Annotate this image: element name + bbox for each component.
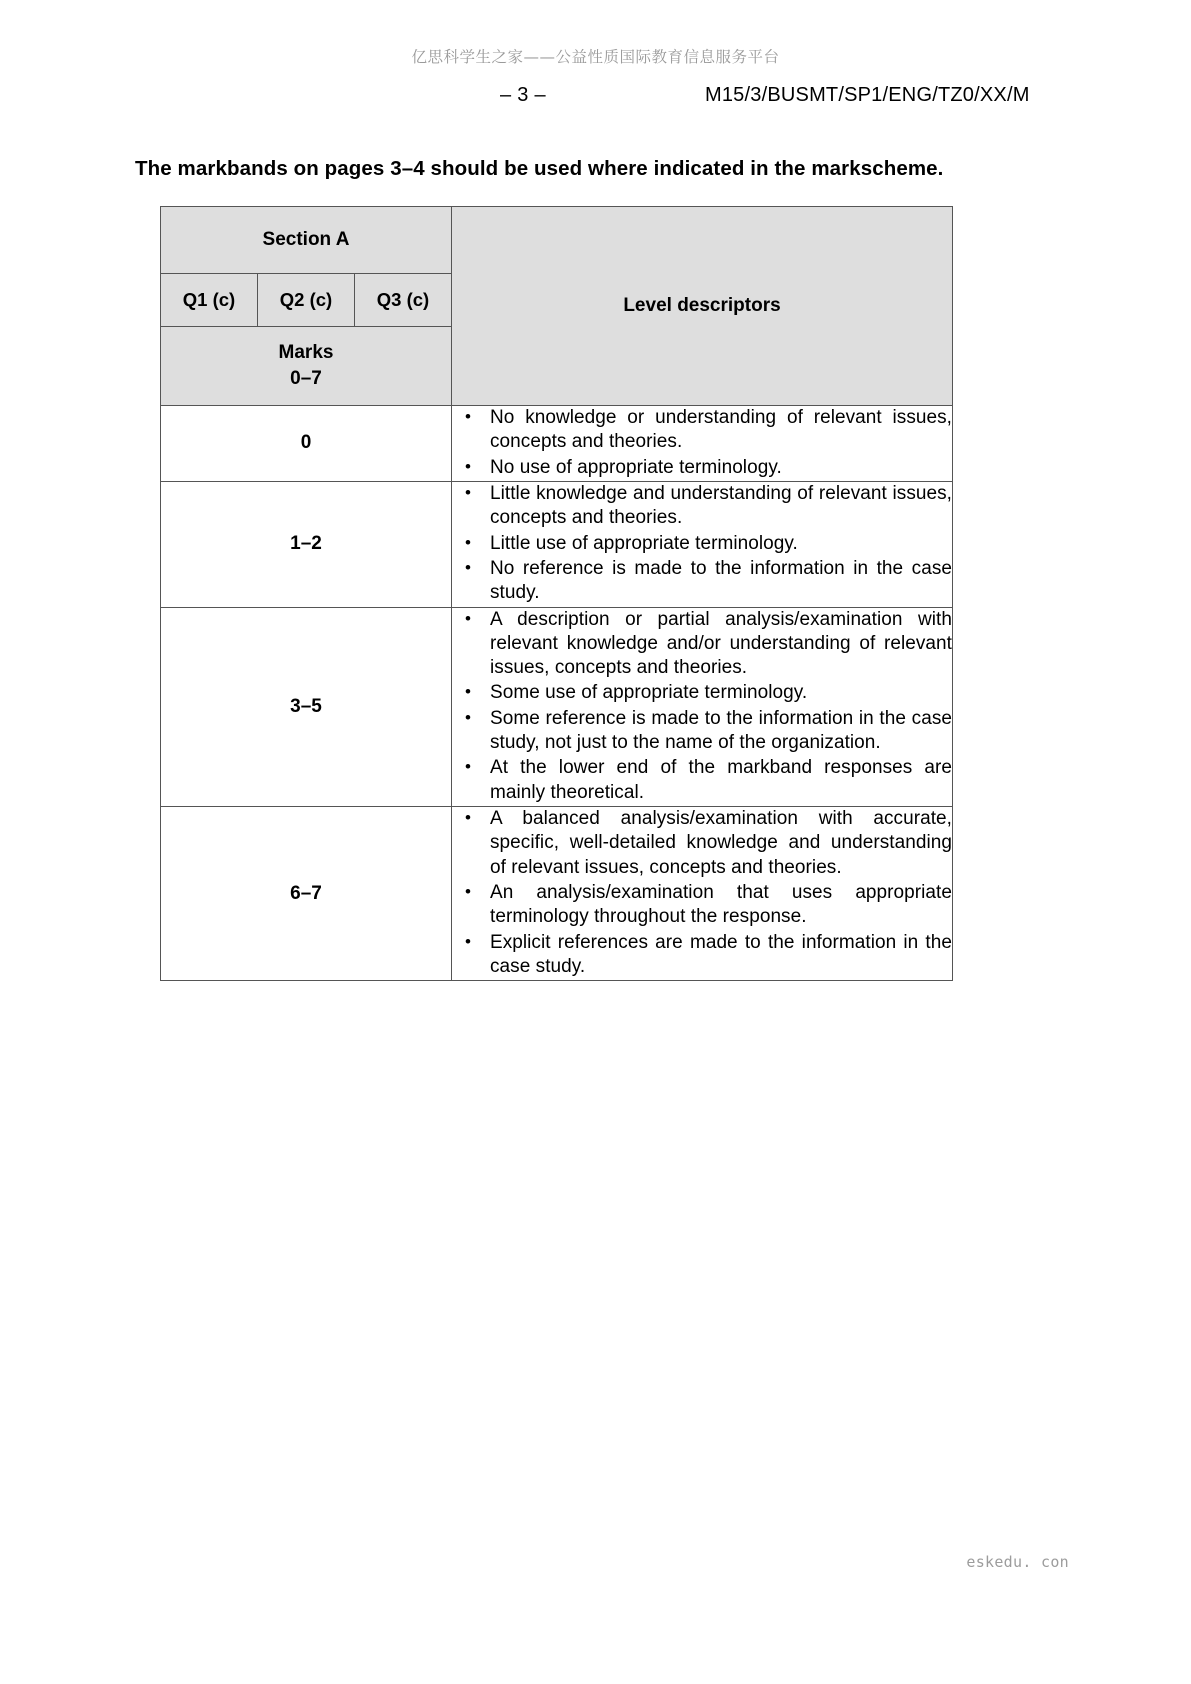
descriptor-bullet: • A balanced analysis/examination with accurate, specific, well-detailed knowledge and understanding of relevant issues, concepts and theories. [452, 807, 952, 880]
marks-label: Marks [278, 342, 334, 364]
paper-code: M15/3/BUSMT/SP1/ENG/TZ0/XX/M [705, 84, 1030, 106]
row-descriptors [452, 481, 953, 607]
row-mark-value: 3–5 [161, 607, 452, 807]
row-mark-value: 0 [161, 406, 452, 482]
table-row [161, 807, 953, 981]
table-row [161, 481, 953, 607]
instruction-line: The markbands on pages 3–4 should be used where indicated in the markscheme. [135, 157, 944, 180]
markband-table [160, 206, 953, 981]
descriptor-list [452, 482, 952, 606]
row-descriptors [452, 406, 953, 482]
descriptor-bullet: • Little use of appropriate terminology. [452, 532, 952, 556]
descriptor-bullet: • Explicit references are made to the information in the case study. [452, 931, 952, 980]
descriptor-list [452, 807, 952, 979]
question-col-q3c: Q3 (c) [355, 274, 452, 327]
marks-range-header [161, 327, 452, 406]
descriptor-bullet: • At the lower end of the markband responses are mainly theoretical. [452, 756, 952, 805]
row-mark-value: 1–2 [161, 481, 452, 607]
descriptor-bullet: • No reference is made to the information in the case study. [452, 557, 952, 606]
page-number: – 3 – [500, 84, 546, 106]
table-row [161, 607, 953, 807]
question-col-q2c: Q2 (c) [258, 274, 355, 327]
descriptor-bullet: • A description or partial analysis/examination with relevant knowledge and/or understanding of relevant issues, concepts and theories. [452, 608, 952, 681]
row-mark-value: 6–7 [161, 807, 452, 981]
descriptor-bullet: • No use of appropriate terminology. [452, 456, 952, 480]
descriptor-bullet: • Some reference is made to the information in the case study, not just to the name of the organization. [452, 707, 952, 756]
table-header-row-section [161, 207, 953, 274]
level-descriptors-header: Level descriptors [452, 207, 953, 406]
chinese-watermark-text: 亿思科学生之家——公益性质国际教育信息服务平台 [411, 48, 780, 66]
descriptor-bullet: • Some use of appropriate terminology. [452, 681, 952, 705]
footer-watermark: eskedu. con [966, 1553, 1069, 1571]
descriptor-list [452, 406, 952, 480]
row-descriptors [452, 607, 953, 807]
marks-range: 0–7 [290, 368, 322, 389]
question-col-q1c: Q1 (c) [161, 274, 258, 327]
descriptor-bullet: • An analysis/examination that uses appropriate terminology throughout the response. [452, 881, 952, 930]
section-a-header: Section A [161, 207, 452, 274]
row-descriptors [452, 807, 953, 981]
descriptor-list [452, 608, 952, 806]
descriptor-bullet: • Little knowledge and understanding of relevant issues, concepts and theories. [452, 482, 952, 531]
running-header [0, 84, 1191, 112]
descriptor-bullet: • No knowledge or understanding of relevant issues, concepts and theories. [452, 406, 952, 455]
table-row [161, 406, 953, 482]
